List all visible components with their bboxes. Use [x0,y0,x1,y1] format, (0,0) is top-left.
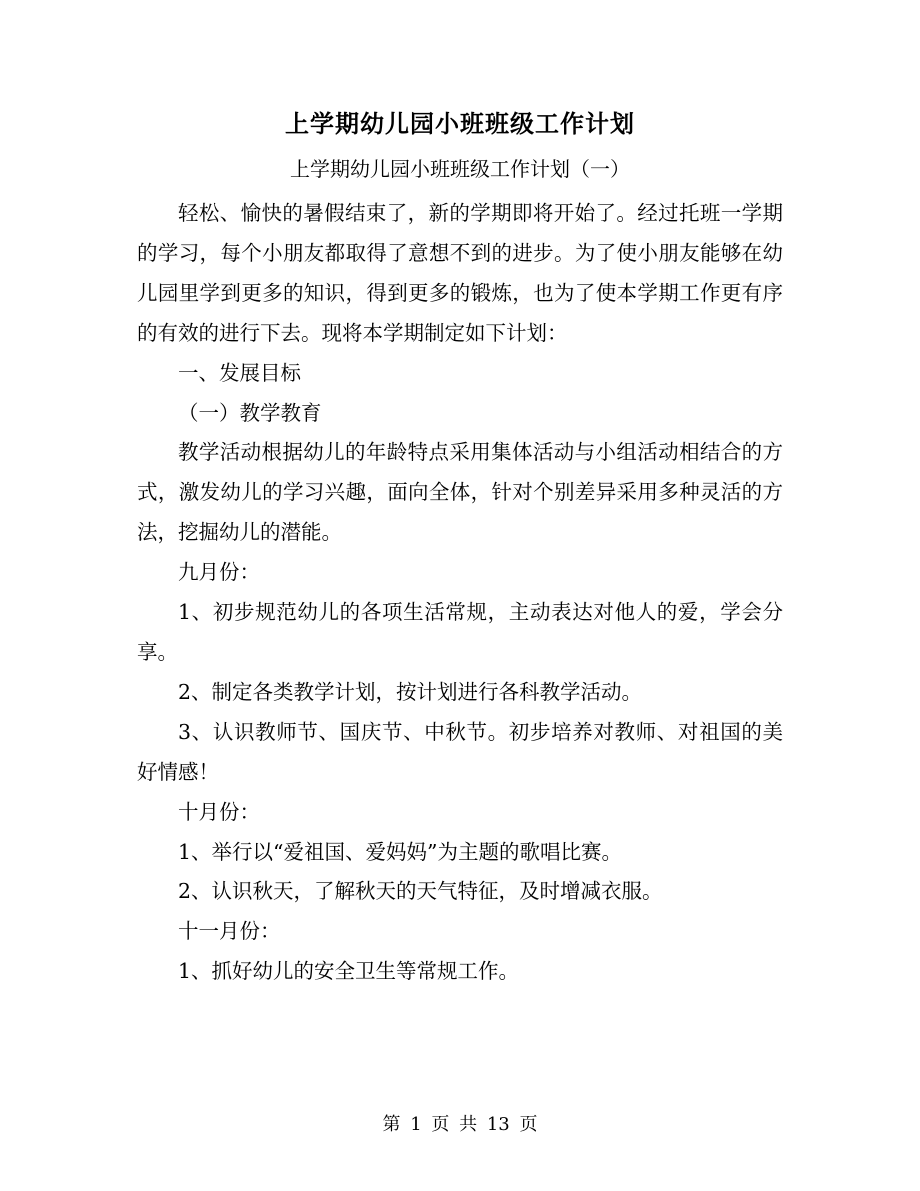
month-heading-october: 十月份： [178,799,260,824]
document-subtitle: 上学期幼儿园小班班级工作计划（一） [290,157,630,181]
page-footer: 第 1 页 共 13 页 [382,1114,538,1135]
month-heading-november: 十一月份： [178,919,281,944]
list-item-november-1: 1、抓好幼儿的安全卫生等常规工作。 [178,959,520,984]
document-body [137,194,783,992]
document-title: 上学期幼儿园小班班级工作计划 [285,109,635,138]
list-item-september-3: 3、认识教师节、国庆节、中秋节。初步培养对教师、对祖国的美好情感！ [137,719,783,784]
list-item-september-2: 2、制定各类教学计划，按计划进行各科教学活动。 [178,679,643,704]
list-item-october-2: 2、认识秋天，了解秋天的天气特征，及时增减衣服。 [178,879,663,904]
section-heading-development-goals: 一、发展目标 [178,360,301,385]
list-item-october-1: 1、举行以“爱祖国、爱妈妈”为主题的歌唱比赛。 [178,839,623,864]
paragraph-intro: 轻松、愉快的暑假结束了，新的学期即将开始了。经过托班一学期的学习，每个小朋友都取得了意想不到的进步。为了使小朋友能够在幼儿园里学到更多的知识，得到更多的锻炼，也为了使本学期工作更有序的有效的进行下去。现将本学期制定如下计划： [137,201,783,345]
subsection-heading-teaching: （一）教学教育 [178,400,322,425]
month-heading-september: 九月份： [178,560,260,585]
paragraph-teaching-method: 教学活动根据幼儿的年龄特点采用集体活动与小组活动相结合的方式，激发幼儿的学习兴趣，面向全体，针对个别差异采用多种灵活的方法，挖掘幼儿的潜能。 [137,440,783,545]
list-item-september-1: 1、初步规范幼儿的各项生活常规，主动表达对他人的爱，学会分享。 [137,600,783,664]
